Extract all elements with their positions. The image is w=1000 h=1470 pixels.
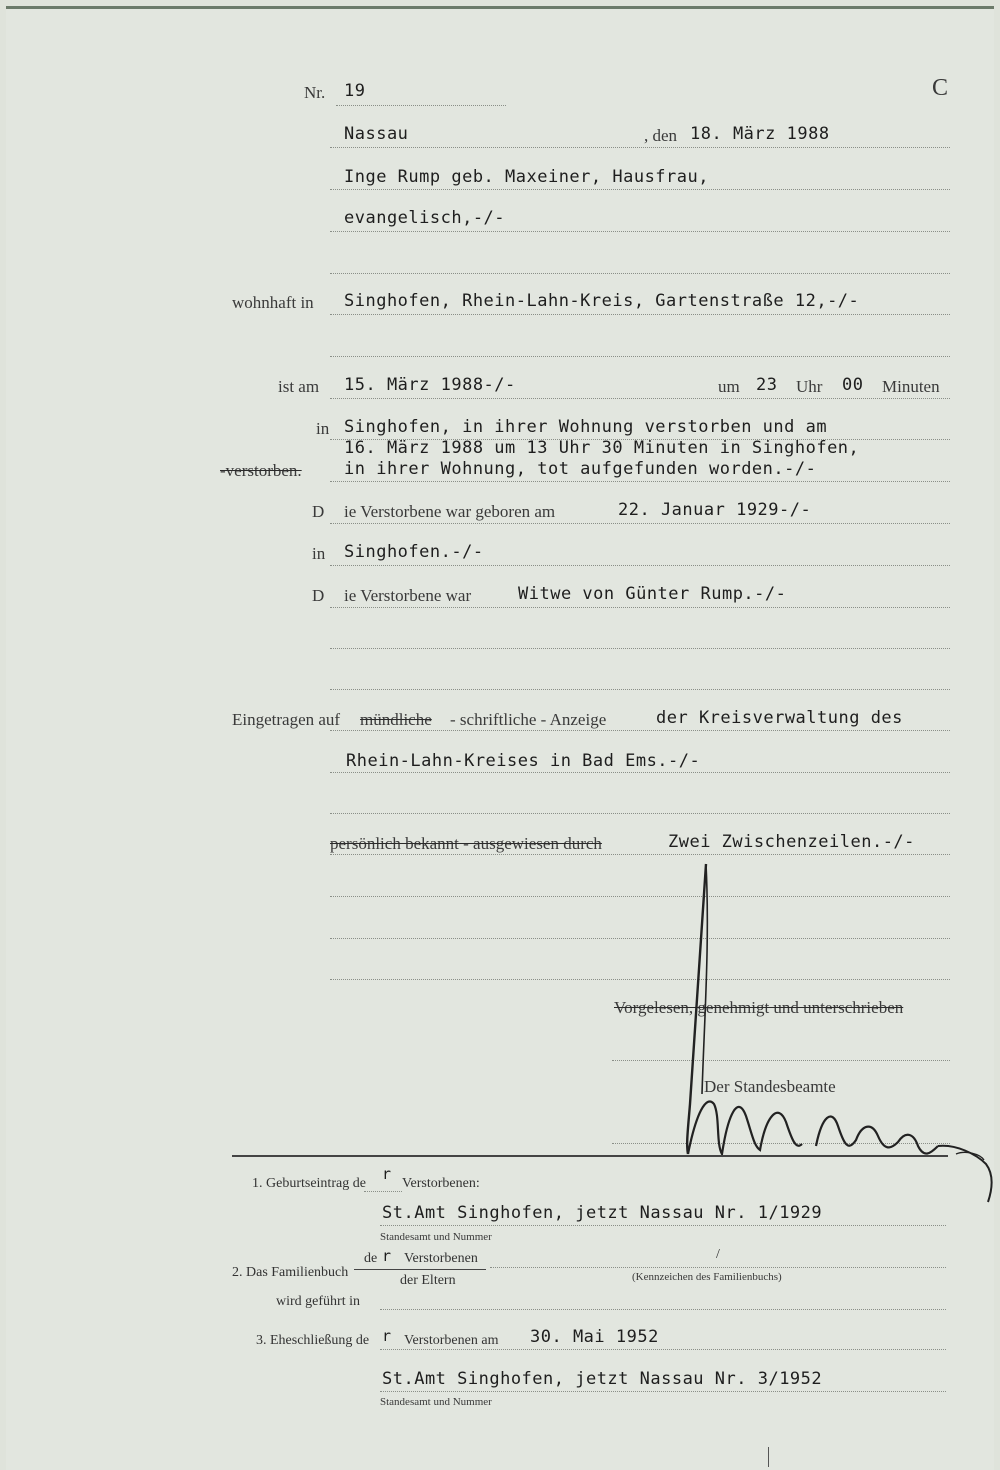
dotted-line — [330, 689, 950, 690]
birth-date: 22. Januar 1929-/- — [618, 500, 812, 520]
dotted-line — [380, 1309, 946, 1310]
eheschliessung-value: St.Amt Singhofen, jetzt Nassau Nr. 3/1952 — [382, 1369, 823, 1389]
dotted-line — [330, 565, 950, 566]
dotted-line — [330, 813, 950, 814]
death-date: 15. März 1988-/- — [344, 375, 516, 395]
signature-drawing — [666, 854, 996, 1204]
dotted-line — [380, 1391, 946, 1392]
death-place-line-2: 16. März 1988 um 13 Uhr 30 Minuten in Singhofen, — [344, 438, 860, 458]
dotted-line — [336, 105, 506, 106]
dotted-line — [330, 147, 950, 148]
dotted-line — [330, 273, 950, 274]
margin-tick — [768, 1447, 769, 1467]
standesbeamte-label: Der Standesbeamte — [704, 1077, 836, 1096]
familienbuch-wird: wird geführt in — [276, 1294, 360, 1309]
date-value: 18. März 1988 — [690, 124, 830, 144]
person-line-1: Inge Rump geb. Maxeiner, Hausfrau, — [344, 167, 709, 187]
persoenlich-struck: persönlich bekannt - ausgewiesen durch — [330, 834, 602, 853]
nr-label: Nr. — [304, 83, 326, 102]
person-line-2: evangelisch,-/- — [344, 208, 506, 228]
familienbuch-de: de — [364, 1251, 378, 1266]
dotted-line — [330, 648, 950, 649]
schriftliche-anzeige: - schriftliche - Anzeige — [450, 710, 607, 729]
in-label: in — [316, 419, 330, 438]
wohnhaft-value: Singhofen, Rhein-Lahn-Kreis, Gartenstraße 12,-/- — [344, 291, 860, 311]
eheschliessung-suffix: Verstorbenen am — [404, 1333, 499, 1348]
place-value: Nassau — [344, 124, 409, 144]
register-page — [6, 6, 994, 1470]
birth-in-label: in — [312, 544, 326, 563]
status-label: ie Verstorbene war — [344, 586, 472, 605]
death-minutes: 00 — [842, 375, 864, 395]
born-label: ie Verstorbene war geboren am — [344, 502, 556, 521]
dotted-line — [330, 356, 950, 357]
verstorben-label: -verstorben. — [220, 461, 302, 480]
dotted-line — [330, 481, 950, 482]
vorgelesen-struck: Vorgelesen, genehmigt und unterschrieben — [614, 998, 904, 1017]
geburtseintrag-caption: Standesamt und Nummer — [380, 1231, 492, 1243]
eingetragen-label: Eingetragen auf — [232, 710, 341, 729]
geburtseintrag-label: 1. Geburtseintrag de — [252, 1176, 366, 1191]
fraction-line — [354, 1269, 486, 1270]
dotted-line — [330, 730, 950, 731]
familienbuch-caption: (Kennzeichen des Familienbuchs) — [632, 1271, 782, 1283]
eheschliessung-label: 3. Eheschließung de — [256, 1333, 370, 1348]
familienbuch-label: 2. Das Familienbuch — [232, 1265, 349, 1280]
wohnhaft-label: wohnhaft in — [232, 293, 314, 312]
dotted-line — [330, 772, 950, 773]
nr-value: 19 — [344, 81, 366, 101]
dotted-line — [330, 314, 950, 315]
eheschliessung-caption: Standesamt und Nummer — [380, 1396, 492, 1408]
anzeige-line-2: Rhein-Lahn-Kreises in Bad Ems.-/- — [346, 751, 701, 771]
eheschliessung-date: 30. Mai 1952 — [530, 1327, 659, 1347]
dotted-line — [490, 1267, 946, 1268]
dotted-line — [330, 231, 950, 232]
geburtseintrag-value: St.Amt Singhofen, jetzt Nassau Nr. 1/1929 — [382, 1203, 823, 1223]
anzeige-line-1: der Kreisverwaltung des — [656, 708, 903, 728]
dotted-line — [364, 1191, 402, 1192]
footer-rule — [232, 1155, 948, 1157]
birth-place: Singhofen.-/- — [344, 542, 484, 562]
dotted-line — [380, 1349, 946, 1350]
familienbuch-eltern: der Eltern — [400, 1273, 456, 1288]
born-label-d: D — [312, 502, 325, 521]
dotted-line — [330, 189, 950, 190]
death-place-line-3: in ihrer Wohnung, tot aufgefunden worden.-/- — [344, 459, 817, 479]
zwischenzeilen: Zwei Zwischenzeilen.-/- — [668, 832, 915, 852]
geburtseintrag-super: r — [382, 1165, 392, 1183]
dotted-line — [330, 523, 950, 524]
dotted-line — [330, 398, 950, 399]
uhr-label: Uhr — [796, 377, 823, 396]
death-hour: 23 — [756, 375, 778, 395]
muendliche-struck: mündliche — [360, 710, 432, 729]
dotted-line — [330, 607, 950, 608]
ist-am-label: ist am — [278, 377, 320, 396]
status-value: Witwe von Günter Rump.-/- — [518, 584, 787, 604]
eheschliessung-r: r — [382, 1327, 392, 1345]
death-place-line-1: Singhofen, in ihrer Wohnung verstorben und am — [344, 417, 828, 437]
dotted-line — [380, 1225, 946, 1226]
familienbuch-r: r — [382, 1247, 392, 1265]
familienbuch-verstorbenen: Verstorbenen — [404, 1251, 478, 1266]
form-letter: C — [932, 75, 949, 101]
um-label: um — [718, 377, 740, 396]
familienbuch-slash: / — [716, 1247, 720, 1262]
status-label-d: D — [312, 586, 325, 605]
date-prefix: , den — [644, 126, 678, 145]
minuten-label: Minuten — [882, 377, 940, 396]
geburtseintrag-suffix: Verstorbenen: — [402, 1176, 480, 1191]
